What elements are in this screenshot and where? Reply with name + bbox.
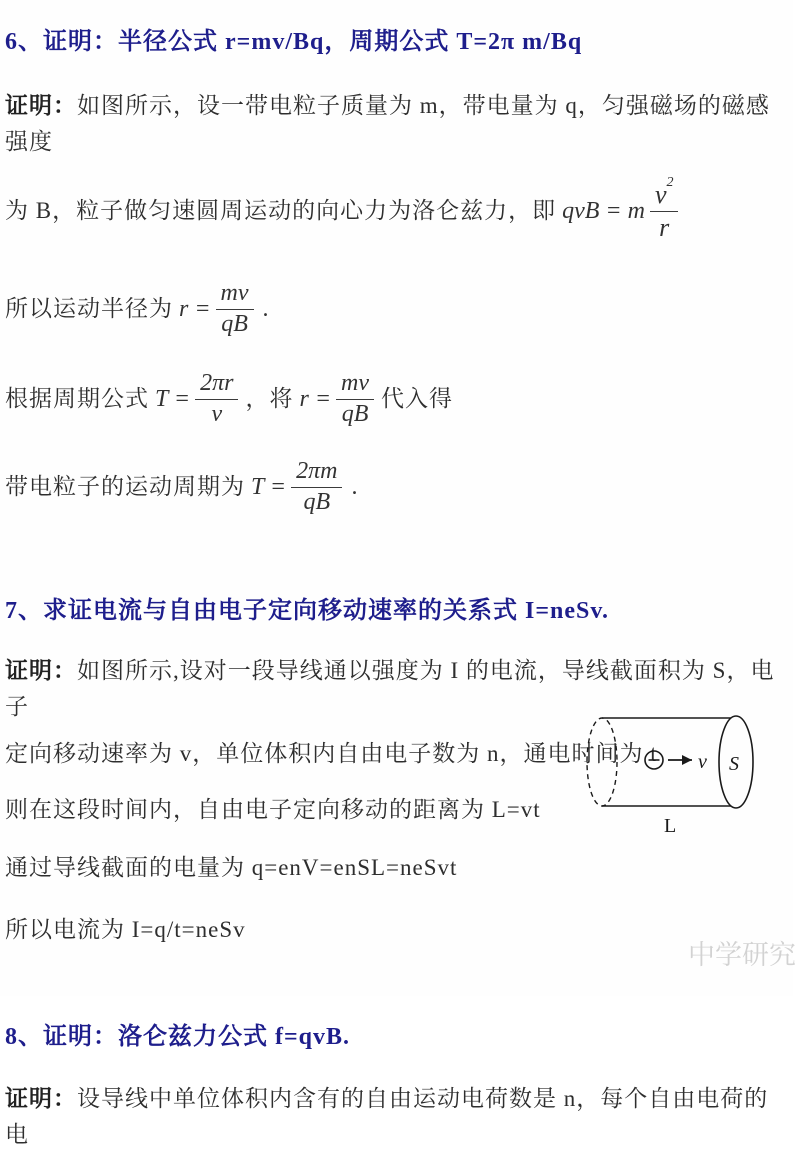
- watermark-text: 中学研究: [688, 940, 796, 970]
- area-label: S: [729, 753, 739, 775]
- formula-lhs: r =: [179, 296, 211, 323]
- fraction-denominator: qB: [303, 488, 331, 515]
- proof-label: 证明：: [5, 1085, 77, 1111]
- section8-line1-text: 设导线中单位体积内含有的自由运动电荷数是 n，每个自由电荷的电: [5, 1085, 769, 1147]
- section7-proof-line5: 所以电流为 I=q/t=neSv: [5, 917, 246, 943]
- proof-label: 证明：: [5, 93, 77, 119]
- formula-centripetal: [560, 174, 681, 243]
- fraction-numerator: 2πr: [195, 370, 238, 400]
- conductor-cylinder-diagram: [576, 710, 772, 838]
- section7-proof-line4: 通过导线截面的电量为 q=enV=enSL=neSvt: [5, 855, 458, 881]
- fraction: [216, 280, 254, 338]
- section7-proof-line2: 定向移动速率为 v，单位体积内自由电子数为 n，通电时间为 t: [5, 741, 658, 767]
- formula-radius-substituted: [297, 370, 377, 428]
- exponent: 2: [666, 174, 674, 190]
- section6-proof-line3: [5, 270, 789, 348]
- section6-line2-text: 为 B，粒子做匀速圆周运动的向心力为洛仑兹力，即: [5, 198, 557, 224]
- section6-proof-line5: [5, 448, 789, 526]
- section6-line1-text: 如图所示，设一带电粒子质量为 m，带电量为 q，匀强磁场的磁感强度: [5, 93, 770, 155]
- proof-label: 证明：: [5, 658, 77, 684]
- section8-proof-line1: [5, 1081, 789, 1153]
- section6-proof-line1: [5, 88, 789, 160]
- section6-line3-text: 所以运动半径为: [5, 296, 173, 322]
- conductor-figure: [576, 710, 772, 838]
- formula-radius: [177, 280, 269, 338]
- cylinder-left-end-dashed: [587, 718, 617, 806]
- fraction-denominator: qB: [341, 400, 369, 427]
- fraction: [291, 458, 342, 516]
- fraction: [650, 174, 679, 243]
- formula-lhs: T =: [155, 386, 191, 413]
- section7-line1-text: 如图所示,设对一段导线通以强度为 I 的电流，导线截面积为 S，电子: [5, 658, 775, 720]
- section6-heading: 6、证明：半径公式 r=mv/Bq，周期公式 T=2π m/Bq: [5, 29, 583, 55]
- section7-proof-line3: 则在这段时间内，自由电子定向移动的距离为 L=vt: [5, 797, 541, 823]
- section6-proof-line4: [5, 360, 789, 438]
- formula-lhs: r =: [299, 386, 332, 413]
- formula-period-mark: .: [262, 296, 269, 323]
- fraction-denominator: v: [211, 400, 223, 427]
- fraction-numerator: v $^2$: [650, 180, 679, 212]
- formula-lhs: qvB = m: [562, 198, 645, 225]
- length-label: L: [664, 815, 677, 837]
- section8-heading: 8、证明：洛仑兹力公式 f=qvB.: [5, 1024, 351, 1051]
- fraction: [336, 370, 374, 428]
- fraction-numerator: mv: [336, 370, 374, 400]
- section6-line4-mid: ，将: [245, 386, 294, 412]
- section7-heading: 7、求证电流与自由电子定向移动速率的关系式 I=neSv.: [5, 598, 610, 625]
- fraction: [195, 370, 238, 428]
- formula-period-general: [153, 370, 241, 428]
- formula-lhs: T =: [251, 474, 287, 501]
- fraction-denominator: qB: [221, 310, 248, 337]
- velocity-label: v: [698, 751, 707, 773]
- formula-period-mark: .: [351, 474, 358, 501]
- fraction-denominator: r: [659, 212, 670, 242]
- formula-period: [249, 458, 357, 516]
- fraction-numerator: mv: [216, 280, 254, 310]
- velocity-arrow-icon: [668, 755, 692, 765]
- section6-line4-suffix: 代入得: [381, 386, 454, 412]
- section6-line5-text: 带电粒子的运动周期为: [5, 474, 245, 500]
- fraction-numerator: 2πm: [291, 458, 342, 488]
- minus-circle-icon: [645, 751, 663, 769]
- section6-line4-text: 根据周期公式: [5, 386, 149, 412]
- section6-proof-line2: [5, 168, 789, 254]
